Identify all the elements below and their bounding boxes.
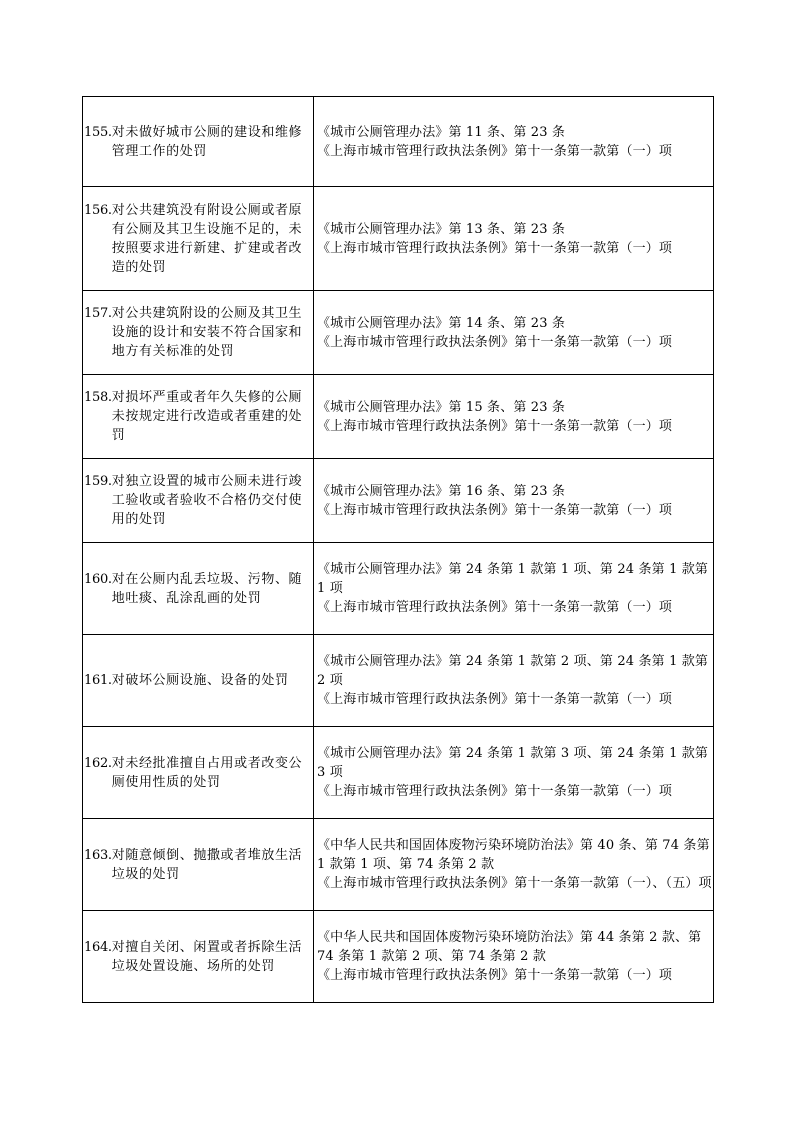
item-description: 对独立设置的城市公厕未进行竣工验收或者验收不合格仍交付使用的处罚 [111,474,303,527]
legal-basis-cell [314,727,714,819]
legal-basis-line: 《上海市城市管理行政执法条例》第十一条第一款第（一）项 [317,968,673,983]
legal-basis-cell [314,459,714,543]
item-cell [83,635,314,727]
item-description: 对未做好城市公厕的建设和维修管理工作的处罚 [111,124,303,159]
item-cell [83,375,314,459]
item-cell [83,819,314,911]
table-row [83,459,714,543]
legal-basis-cell [314,911,714,1003]
item-content [84,201,313,277]
item-content [84,754,313,792]
legal-basis-line: 《上海市城市管理行政执法条例》第十一条第一款第（一）项 [317,692,673,707]
enforcement-items-table [82,96,714,1003]
legal-basis-line: 《上海市城市管理行政执法条例》第十一条第一款第（一）、（五）项 [317,876,712,891]
legal-basis-line: 《城市公厕管理办法》第 14 条、第 23 条 [317,315,566,331]
item-number: 157. [84,306,112,321]
table-row [83,375,714,459]
legal-basis-line: 《上海市城市管理行政执法条例》第十一条第一款第（一）项 [317,502,673,518]
legal-basis-cell [314,187,714,291]
item-number: 161. [84,673,112,688]
item-content [84,304,313,361]
item-content [84,388,313,445]
item-content [84,570,313,608]
item-number: 159. [84,474,112,489]
legal-basis-line: 《中华人民共和国固体废物污染环境防治法》第 40 条、第 74 条第 1 款第 1 项、第 74 条第 2 款 [317,838,710,872]
legal-basis-line: 《上海市城市管理行政执法条例》第十一条第一款第（一）项 [317,784,673,799]
legal-basis-cell [314,97,714,187]
legal-basis-cell [314,819,714,911]
item-description: 对擅自关闭、闲置或者拆除生活垃圾处置设施、场所的处罚 [111,939,303,974]
table-row [83,819,714,911]
item-number: 156. [84,202,112,218]
item-number: 162. [84,755,112,771]
legal-basis-line: 《城市公厕管理办法》第 16 条、第 23 条 [317,483,566,499]
legal-basis-line: 《城市公厕管理办法》第 15 条、第 23 条 [317,399,566,415]
item-number: 163. [84,847,112,863]
item-content [84,123,313,161]
table-body [83,97,714,1003]
table-row [83,635,714,727]
table-row [83,97,714,187]
item-description: 对未经批准擅自占用或者改变公厕使用性质的处罚 [111,755,303,790]
legal-basis-line: 《中华人民共和国固体废物污染环境防治法》第 44 条第 2 款、第 74 条第 1 款第 2 项、第 74 条第 2 款 [317,930,702,964]
item-cell [83,727,314,819]
legal-basis-line: 《城市公厕管理办法》第 13 条、第 23 条 [317,221,566,237]
legal-basis-line: 《上海市城市管理行政执法条例》第十一条第一款第（一）项 [317,600,673,615]
legal-basis-line: 《上海市城市管理行政执法条例》第十一条第一款第（一）项 [317,334,673,350]
item-cell [83,911,314,1003]
item-description: 对公共建筑附设的公厕及其卫生设施的设计和安装不符合国家和地方有关标准的处罚 [111,306,303,359]
item-cell [83,543,314,635]
legal-basis-line: 《上海市城市管理行政执法条例》第十一条第一款第（一）项 [317,143,673,159]
item-cell [83,291,314,375]
item-number: 160. [84,571,112,587]
table-row [83,727,714,819]
table-row [83,187,714,291]
legal-basis-cell [314,291,714,375]
table-row [83,543,714,635]
item-number: 155. [84,124,112,140]
item-number: 164. [84,939,112,955]
item-description: 对破坏公厕设施、设备的处罚 [111,673,289,688]
legal-basis-line: 《城市公厕管理办法》第 24 条第 1 款第 3 项、第 24 条第 1 款第 3 项 [317,746,709,780]
item-content [84,472,313,529]
item-description: 对随意倾倒、抛撒或者堆放生活垃圾的处罚 [111,847,303,882]
item-content [84,671,313,690]
item-description: 对损坏严重或者年久失修的公厕未按规定进行改造或者重建的处罚 [111,390,303,443]
item-cell [83,97,314,187]
item-number: 158. [84,390,112,405]
legal-basis-line: 《上海市城市管理行政执法条例》第十一条第一款第（一）项 [317,418,673,434]
item-description: 对公共建筑没有附设公厕或者原有公厕及其卫生设施不足的，未按照要求进行新建、扩建或者改造的处罚 [111,202,303,275]
legal-basis-line: 《城市公厕管理办法》第 11 条、第 23 条 [317,124,566,140]
legal-basis-line: 《城市公厕管理办法》第 24 条第 1 款第 2 项、第 24 条第 1 款第 2 项 [317,654,709,688]
item-cell [83,187,314,291]
legal-basis-cell [314,635,714,727]
legal-basis-cell [314,375,714,459]
table-row [83,911,714,1003]
item-cell [83,459,314,543]
item-content [84,938,313,976]
legal-basis-cell [314,543,714,635]
legal-basis-line: 《上海市城市管理行政执法条例》第十一条第一款第（一）项 [317,240,673,256]
item-description: 对在公厕内乱丢垃圾、污物、随地吐痰、乱涂乱画的处罚 [111,571,303,606]
item-content [84,846,313,884]
table-row [83,291,714,375]
legal-basis-line: 《城市公厕管理办法》第 24 条第 1 款第 1 项、第 24 条第 1 款第 1 项 [317,562,709,596]
